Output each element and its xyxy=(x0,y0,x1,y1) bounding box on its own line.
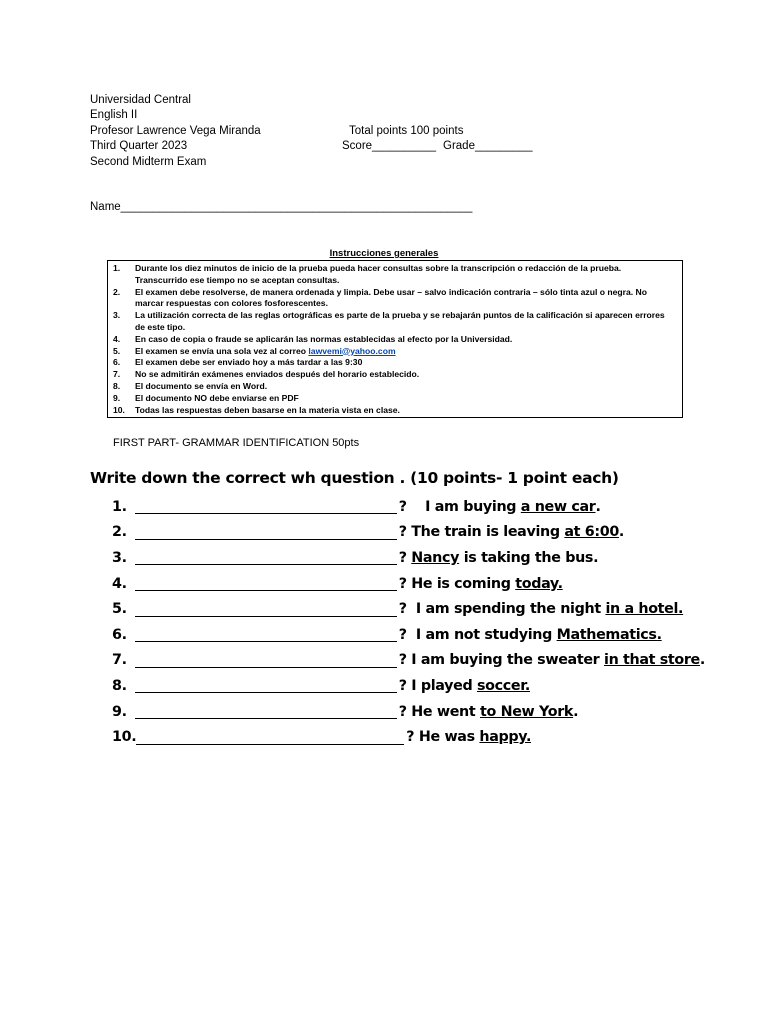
instruction-text: En caso de copia o fraude se aplicarán las normas establecidas al efecto por la Universidad. xyxy=(135,333,513,344)
question-prompt: ? He went xyxy=(398,703,480,720)
instruction-number: 6. xyxy=(113,357,121,368)
instruction-text-part: El examen se envía una sola vez al correo xyxy=(135,345,309,356)
underlined-answer: Nancy xyxy=(411,549,460,566)
instruction-number: 3. xyxy=(113,310,121,321)
question-row xyxy=(112,699,705,725)
instruction-text: La utilización correcta de las reglas ortográficas es parte de la prueba y se rebajarán puntos de la calificación si aparecen errores de este tipo. xyxy=(135,310,665,332)
exam-title: Second Midterm Exam xyxy=(90,156,207,168)
underlined-answer: a new car xyxy=(520,498,596,515)
question-row xyxy=(112,571,705,597)
student-name-field: Name_______________________________________________________ xyxy=(90,201,473,213)
answer-blank[interactable] xyxy=(135,576,397,591)
question-row xyxy=(112,596,705,622)
underlined-answer: Mathematics. xyxy=(556,626,662,643)
instructions-title: Instrucciones generales xyxy=(329,248,439,259)
answer-blank[interactable] xyxy=(135,678,397,693)
instruction-number: 4. xyxy=(113,333,121,344)
instruction-item xyxy=(113,405,676,417)
grade-field: Grade_________ xyxy=(443,140,533,152)
instruction-number: 5. xyxy=(113,345,121,356)
question-row xyxy=(112,724,705,750)
question-row xyxy=(112,622,705,648)
answer-blank[interactable] xyxy=(135,602,397,617)
instruction-text: El documento NO debe enviarse en PDF xyxy=(135,392,299,403)
underlined-answer: today. xyxy=(515,575,563,592)
instruction-text: No se admitirán exámenes enviados después del horario establecido. xyxy=(135,369,420,380)
instruction-item xyxy=(113,393,676,405)
professor-name: Profesor Lawrence Vega Miranda xyxy=(90,125,261,137)
instruction-number: 8. xyxy=(113,380,121,391)
question-prompt: ? He was xyxy=(406,729,480,746)
questions-list xyxy=(112,494,705,750)
instruction-item xyxy=(113,346,676,358)
instruction-text: Durante los diez minutos de inicio de la prueba pueda hacer consultas sobre la transcripción o redacción de la prueba. Transcurrido ese tiempo no se aceptan consultas. xyxy=(135,263,622,285)
instruction-item xyxy=(113,357,676,369)
part-title: FIRST PART- GRAMMAR IDENTIFICATION 50pts xyxy=(113,437,360,449)
question-number: 9. xyxy=(112,703,127,720)
question-number: 4. xyxy=(112,575,127,592)
answer-blank[interactable] xyxy=(135,627,397,642)
question-number: 1. xyxy=(112,498,127,515)
instruction-item xyxy=(113,381,676,393)
underlined-answer: in a hotel. xyxy=(605,601,684,618)
underlined-answer: at 6:00 xyxy=(564,524,619,541)
question-prompt: ? I am not studying xyxy=(398,626,557,643)
question-number: 5. xyxy=(112,601,127,618)
question-row xyxy=(112,648,705,674)
question-suffix: is taking the bus. xyxy=(459,549,599,566)
question-prompt: ? I played xyxy=(398,677,477,694)
instruction-text: El examen debe ser enviado hoy a más tardar a las 9:30 xyxy=(135,357,363,368)
answer-blank[interactable] xyxy=(136,730,404,745)
underlined-answer: happy. xyxy=(479,729,532,746)
instruction-number: 10. xyxy=(113,404,125,415)
question-row xyxy=(112,494,705,520)
question-prompt: ? He is coming xyxy=(398,575,516,592)
quarter-label: Third Quarter 2023 xyxy=(90,140,188,152)
instruction-item xyxy=(113,263,676,287)
question-number: 6. xyxy=(112,626,127,643)
answer-blank[interactable] xyxy=(135,550,397,565)
instruction-text xyxy=(135,346,676,358)
question-suffix: . xyxy=(618,524,625,541)
question-row xyxy=(112,673,705,699)
question-prompt: ? xyxy=(398,549,412,566)
email-link[interactable]: lawvemi@yahoo.com xyxy=(308,345,396,356)
instruction-number: 2. xyxy=(113,286,121,297)
underlined-answer: soccer. xyxy=(476,677,530,694)
instruction-number: 1. xyxy=(113,263,121,273)
question-prompt: ? I am spending the night xyxy=(398,601,606,618)
question-number: 8. xyxy=(112,677,127,694)
answer-blank[interactable] xyxy=(135,704,397,719)
question-prompt: ? I am buying xyxy=(398,498,521,515)
answer-blank[interactable] xyxy=(135,653,397,668)
instruction-text: Todas las respuestas deben basarse en la materia vista en clase. xyxy=(135,404,400,415)
instruction-item xyxy=(113,369,676,381)
total-points: Total points 100 points xyxy=(349,125,464,137)
question-row xyxy=(112,545,705,571)
questions-heading: Write down the correct wh question . (10 points- 1 point each) xyxy=(90,469,619,487)
instructions-box xyxy=(107,260,683,418)
instruction-text: El documento se envía en Word. xyxy=(135,380,268,391)
instruction-item xyxy=(113,334,676,346)
question-suffix: . xyxy=(595,498,601,515)
question-number: 7. xyxy=(112,652,127,669)
course-name: English II xyxy=(90,109,138,121)
instruction-number: 9. xyxy=(113,392,121,403)
question-suffix: . xyxy=(573,703,579,720)
answer-blank[interactable] xyxy=(135,499,397,514)
question-number: 2. xyxy=(112,524,127,541)
question-number: 3. xyxy=(112,549,127,566)
answer-blank[interactable] xyxy=(135,525,397,540)
instruction-text: El examen debe resolverse, de manera ordenada y limpia. Debe usar – salvo indicación contraria – sólo tinta azul o negra. No marcar respuestas con colores fosforescentes. xyxy=(135,286,647,309)
question-prompt: ? The train is leaving xyxy=(398,524,565,541)
instruction-item xyxy=(113,310,676,334)
university-name: Universidad Central xyxy=(90,94,191,106)
instruction-number: 7. xyxy=(113,369,121,380)
question-prompt: ? I am buying the sweater xyxy=(398,652,605,669)
underlined-answer: in that store xyxy=(604,652,700,669)
instruction-item xyxy=(113,287,676,311)
question-row xyxy=(112,520,705,546)
question-suffix: . xyxy=(699,652,706,669)
underlined-answer: to New York xyxy=(480,703,574,720)
question-number: 10. xyxy=(112,729,137,746)
score-field: Score__________ xyxy=(342,140,436,152)
